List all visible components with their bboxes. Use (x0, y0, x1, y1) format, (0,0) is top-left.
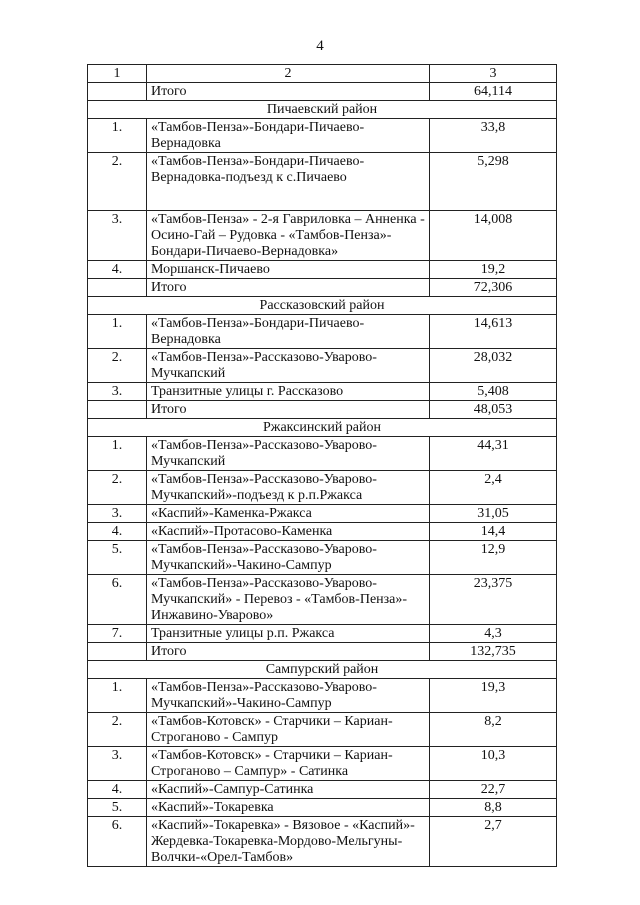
road-length: 33,8 (430, 119, 557, 153)
row-number: 3. (88, 383, 147, 401)
road-name: «Тамбов-Пенза»-Бондари-Пичаево-Вернадовка-подъезд к с.Пичаево (147, 153, 430, 211)
total-row (88, 401, 557, 419)
road-name: «Тамбов-Котовск» - Старчики – Кариан-Строганово - Сампур (147, 713, 430, 747)
header-col-1: 1 (88, 65, 147, 83)
road-name: «Каспий»-Сампур-Сатинка (147, 781, 430, 799)
total-row (88, 83, 557, 101)
road-length: 44,31 (430, 437, 557, 471)
total-length: 64,114 (430, 83, 557, 101)
row-number: 3. (88, 505, 147, 523)
table-row (88, 315, 557, 349)
road-name: «Тамбов-Пенза»-Рассказово-Уварово-Мучкапский» - Перевоз - «Тамбов-Пенза»-Инжавино-Уварово» (147, 575, 430, 625)
row-number: 2. (88, 713, 147, 747)
header-col-3: 3 (430, 65, 557, 83)
table-row (88, 575, 557, 625)
road-name: «Каспий»-Токаревка (147, 799, 430, 817)
row-number (88, 83, 147, 101)
header-col-2: 2 (147, 65, 430, 83)
road-length: 22,7 (430, 781, 557, 799)
road-name: Транзитные улицы р.п. Ржакса (147, 625, 430, 643)
row-number: 7. (88, 625, 147, 643)
row-number: 4. (88, 523, 147, 541)
row-number: 5. (88, 799, 147, 817)
district-row (88, 297, 557, 315)
road-length: 5,298 (430, 153, 557, 211)
total-row (88, 643, 557, 661)
row-number: 3. (88, 747, 147, 781)
road-name: «Тамбов-Пенза»-Рассказово-Уварово-Мучкапский»-Чакино-Сампур (147, 541, 430, 575)
row-number: 4. (88, 261, 147, 279)
table-row (88, 471, 557, 505)
road-length: 8,8 (430, 799, 557, 817)
table-row (88, 505, 557, 523)
total-label: Итого (147, 401, 430, 419)
road-length: 23,375 (430, 575, 557, 625)
table-row (88, 747, 557, 781)
row-number: 2. (88, 153, 147, 211)
district-row (88, 419, 557, 437)
row-number: 2. (88, 471, 147, 505)
road-name: «Тамбов-Пенза»-Бондари-Пичаево-Вернадовка (147, 315, 430, 349)
road-name: «Тамбов-Котовск» - Старчики – Кариан-Строганово – Сампур» - Сатинка (147, 747, 430, 781)
district-row (88, 661, 557, 679)
road-length: 14,613 (430, 315, 557, 349)
table-row (88, 679, 557, 713)
road-name: «Тамбов-Пенза»-Рассказово-Уварово-Мучкапский (147, 437, 430, 471)
table-row (88, 817, 557, 867)
page-number: 4 (316, 38, 324, 54)
road-name: «Каспий»-Токаревка» - Вязовое - «Каспий»-Жердевка-Токаревка-Мордово-Мельгуны-Волчки-«Орел-Тамбов» (147, 817, 430, 867)
road-name: «Тамбов-Пенза»-Рассказово-Уварово-Мучкапский»-подъезд к р.п.Ржакса (147, 471, 430, 505)
road-length: 19,2 (430, 261, 557, 279)
road-length: 14,008 (430, 211, 557, 261)
table-row (88, 211, 557, 261)
road-length: 28,032 (430, 349, 557, 383)
road-name: «Тамбов-Пенза»-Рассказово-Уварово-Мучкапский (147, 349, 430, 383)
total-label: Итого (147, 643, 430, 661)
row-number: 6. (88, 817, 147, 867)
row-number: 1. (88, 119, 147, 153)
table-row (88, 625, 557, 643)
table-body (88, 65, 557, 867)
table-row (88, 383, 557, 401)
road-length: 2,4 (430, 471, 557, 505)
row-number: 5. (88, 541, 147, 575)
table-row (88, 349, 557, 383)
road-length: 4,3 (430, 625, 557, 643)
table-row (88, 541, 557, 575)
road-length: 10,3 (430, 747, 557, 781)
road-length: 19,3 (430, 679, 557, 713)
district-name: Ржаксинский район (88, 419, 557, 437)
total-row (88, 279, 557, 297)
total-label: Итого (147, 83, 430, 101)
row-number (88, 643, 147, 661)
district-name: Сампурский район (88, 661, 557, 679)
district-row (88, 101, 557, 119)
district-name: Пичаевский район (88, 101, 557, 119)
row-number (88, 279, 147, 297)
table-row (88, 261, 557, 279)
table-row (88, 523, 557, 541)
road-name: «Тамбов-Пенза»-Рассказово-Уварово-Мучкапский»-Чакино-Сампур (147, 679, 430, 713)
table-header-row (88, 65, 557, 83)
row-number: 1. (88, 437, 147, 471)
total-length: 48,053 (430, 401, 557, 419)
row-number: 4. (88, 781, 147, 799)
road-length: 5,408 (430, 383, 557, 401)
table-row (88, 153, 557, 211)
district-name: Рассказовский район (88, 297, 557, 315)
total-length: 132,735 (430, 643, 557, 661)
roads-table (87, 64, 557, 867)
road-length: 12,9 (430, 541, 557, 575)
row-number (88, 401, 147, 419)
table-row (88, 781, 557, 799)
road-name: Транзитные улицы г. Рассказово (147, 383, 430, 401)
road-name: «Каспий»-Протасово-Каменка (147, 523, 430, 541)
table-row (88, 713, 557, 747)
row-number: 2. (88, 349, 147, 383)
total-label: Итого (147, 279, 430, 297)
road-name: «Каспий»-Каменка-Ржакса (147, 505, 430, 523)
table-row (88, 119, 557, 153)
table-row (88, 799, 557, 817)
row-number: 1. (88, 315, 147, 349)
row-number: 6. (88, 575, 147, 625)
road-length: 31,05 (430, 505, 557, 523)
row-number: 1. (88, 679, 147, 713)
road-length: 8,2 (430, 713, 557, 747)
road-name: Моршанск-Пичаево (147, 261, 430, 279)
road-name: «Тамбов-Пенза» - 2-я Гавриловка – Анненка - Осино-Гай – Рудовка - «Тамбов-Пенза»-Бондари-Пичаево-Вернадовка» (147, 211, 430, 261)
total-length: 72,306 (430, 279, 557, 297)
road-name: «Тамбов-Пенза»-Бондари-Пичаево-Вернадовка (147, 119, 430, 153)
road-length: 2,7 (430, 817, 557, 867)
row-number: 3. (88, 211, 147, 261)
table-row (88, 437, 557, 471)
road-length: 14,4 (430, 523, 557, 541)
